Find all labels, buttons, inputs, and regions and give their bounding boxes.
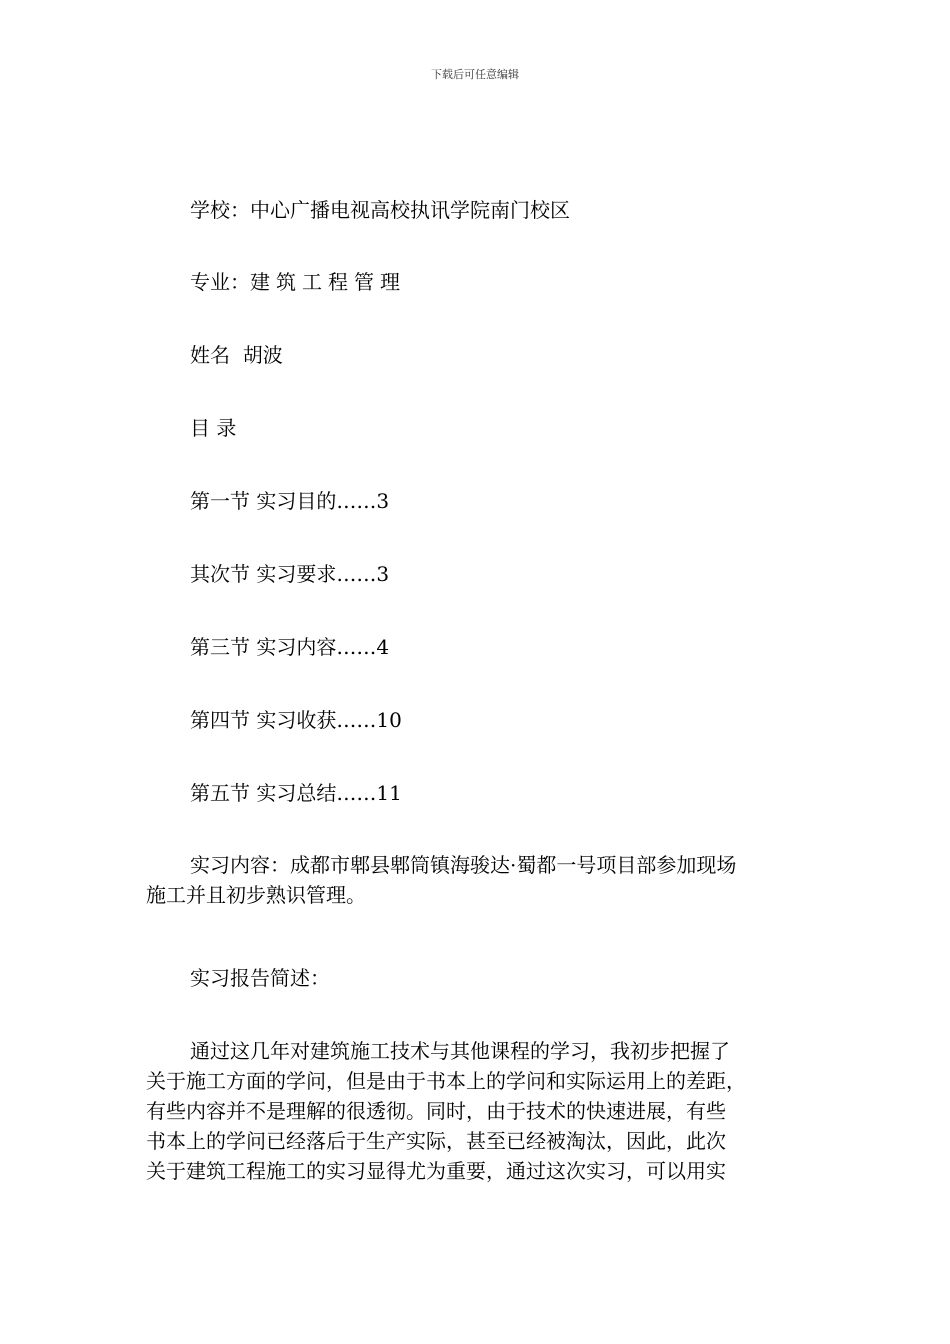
text-line: 实习内容：成都市郫县郫筒镇海骏达·蜀都一号项目部参加现场 bbox=[190, 853, 737, 877]
school-line: 学校：中心广播电视高校执讯学院南门校区 bbox=[190, 198, 570, 222]
text-line: 施工并且初步熟识管理。 bbox=[146, 883, 366, 907]
page-header-note: 下载后可任意编辑 bbox=[431, 68, 519, 81]
report-body-paragraph bbox=[146, 1036, 816, 1186]
toc-item: 第三节 实习内容……4 bbox=[190, 635, 390, 659]
toc-item: 第五节 实习总结……11 bbox=[190, 781, 402, 805]
text-line: 有些内容并不是理解的很透彻。同时，由于技术的快速进展，有些 bbox=[146, 1099, 726, 1123]
major-label: 专业： bbox=[190, 270, 250, 294]
toc-item: 第一节 实习目的……3 bbox=[190, 489, 390, 513]
major-line bbox=[190, 270, 406, 294]
practice-content-paragraph bbox=[146, 850, 816, 910]
toc-item: 第四节 实习收获……10 bbox=[190, 708, 402, 732]
report-heading: 实习报告简述： bbox=[190, 966, 330, 990]
toc-item: 其次节 实习要求……3 bbox=[190, 562, 390, 586]
text-line: 关于建筑工程施工的实习显得尤为重要，通过这次实习，可以用实 bbox=[146, 1159, 726, 1183]
text-line: 关于施工方面的学问，但是由于书本上的学问和实际运用上的差距， bbox=[146, 1069, 746, 1093]
major-value: 建筑工程管理 bbox=[250, 270, 406, 294]
toc-title: 目 录 bbox=[190, 416, 237, 440]
name-line: 姓名 胡波 bbox=[190, 343, 283, 367]
text-line: 书本上的学问已经落后于生产实际，甚至已经被淘汰，因此，此次 bbox=[146, 1129, 726, 1153]
text-line: 通过这几年对建筑施工技术与其他课程的学习，我初步把握了 bbox=[190, 1039, 730, 1063]
